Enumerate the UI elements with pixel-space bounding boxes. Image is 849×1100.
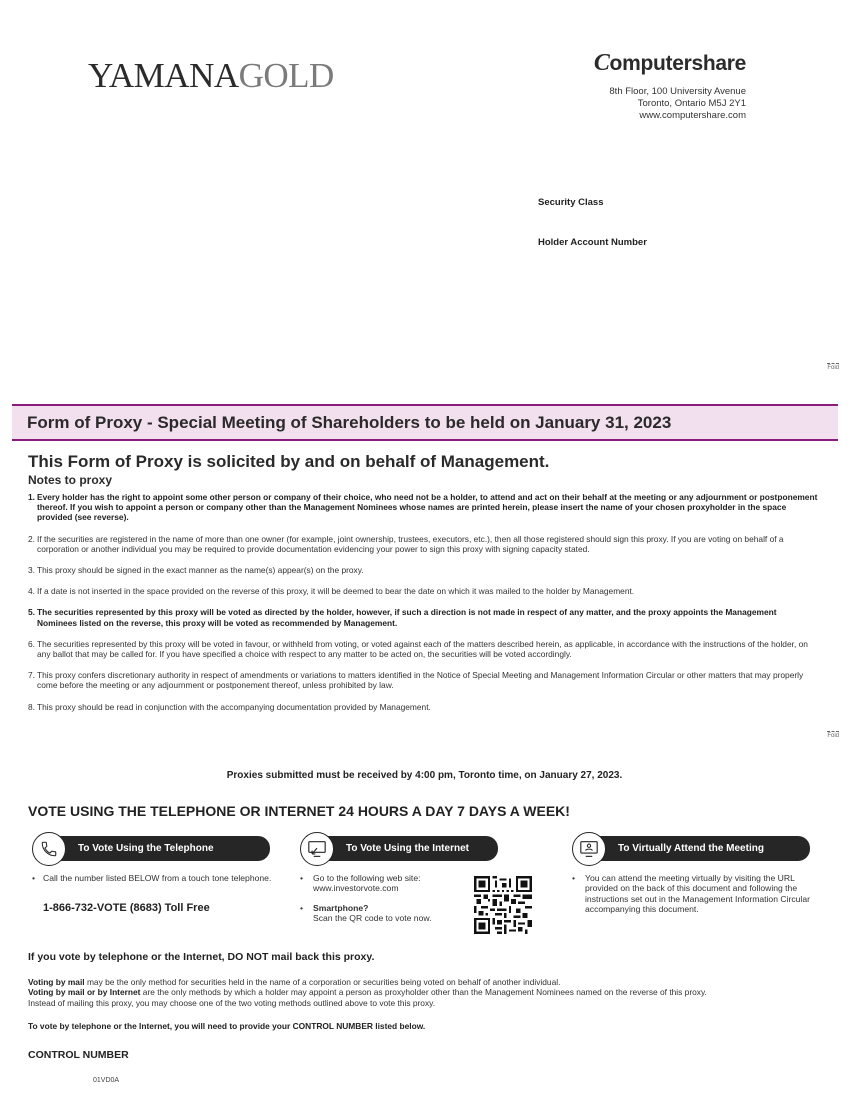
mail-line-1 (28, 977, 828, 987)
internet-instructions (300, 873, 483, 894)
no-mail-warning: If you vote by telephone or the Internet, DO NOT mail back this proxy. (28, 951, 375, 963)
telephone-instructions (32, 873, 273, 883)
note-item (28, 670, 818, 690)
phone-icon (32, 832, 66, 866)
title-rule-bottom (12, 439, 838, 441)
note-number: 7. (28, 670, 35, 681)
virtual-pill-title: To Virtually Attend the Meeting (618, 843, 764, 854)
note-number: 5. (28, 607, 35, 618)
telephone-pill (48, 836, 270, 861)
control-number-label: CONTROL NUMBER (28, 1049, 129, 1061)
virtual-meeting-icon (572, 832, 606, 866)
note-number: 4. (28, 586, 35, 597)
form-title-bar (12, 406, 838, 439)
note-number: 2. (28, 533, 35, 544)
notes-heading: Notes to proxy (28, 473, 113, 487)
address-website: www.computershare.com (639, 110, 746, 121)
note-text: This proxy should be read in conjunction with the accompanying documentation provided by Management. (37, 701, 431, 712)
address-line-2: Toronto, Ontario M5J 2Y1 (637, 98, 746, 109)
logo-part-gold: GOLD (238, 56, 334, 95)
note-item (28, 702, 818, 712)
form-code: 01VD0A (93, 1077, 120, 1084)
internet-pill-title: To Vote Using the Internet (346, 843, 469, 854)
note-item (28, 586, 818, 596)
security-class-label: Security Class (538, 197, 604, 208)
virtual-pill (588, 836, 810, 861)
note-number: 8. (28, 701, 35, 712)
control-instruction: To vote by telephone or the Internet, you will need to provide your CONTROL NUMBER listed below. (28, 1021, 426, 1031)
bullet-dot: • (572, 873, 576, 883)
notes-list (28, 492, 818, 712)
virtual-bullet: You can attend the meeting virtually by visiting the URL provided on the back of this document and following the instructions set out in the Management Information Circular accompanying this document. (585, 873, 810, 915)
note-item (28, 565, 818, 575)
bullet-dot: • (300, 903, 304, 913)
internet-smartphone (300, 903, 483, 924)
virtual-instructions (572, 873, 815, 915)
computershare-logo-text: omputershare (609, 52, 746, 75)
note-text: The securities represented by this proxy will be voted as directed by the holder, however, if such a direction is not made in respect of any matter, and the proxy appoints the Management Nominees listed on the reverse, this proxy will be voted as recommended by Management. (37, 607, 777, 628)
telephone-bullet: Call the number listed BELOW from a touch tone telephone. (43, 873, 272, 883)
note-item (28, 639, 818, 659)
deadline-notice: Proxies submitted must be received by 4:00 pm, Toronto time, on January 27, 2023. (226, 770, 623, 781)
vote-heading: VOTE USING THE TELEPHONE OR INTERNET 24 HOURS A DAY 7 DAYS A WEEK! (28, 803, 570, 819)
note-text: If a date is not inserted in the space provided on the reverse of this proxy, it will be deemed to bear the date on which it was mailed to the holder by Management. (37, 586, 635, 597)
note-item (28, 534, 818, 554)
mail-line-2-bold: Voting by mail or by Internet (28, 987, 141, 998)
note-text: The securities represented by this proxy will be voted in favour, or withheld from voting, or voted against each of the matters described herein, as applicable, in accordance with the instructions of the holder, on any ballot that may be called for. If you have specified a choice with respect to any matter to be acted on, the securities will be voted accordingly. (37, 638, 808, 660)
note-item (28, 607, 818, 627)
address-line-1: 8th Floor, 100 University Avenue (609, 86, 746, 97)
smartphone-text: Scan the QR code to vote now. (313, 913, 432, 924)
internet-bullet-1: Go to the following web site: www.investorvote.com (313, 873, 421, 894)
note-text: Every holder has the right to appoint some other person or company of their choice, who need not be a holder, to attend and act on their behalf at the meeting or any adjournment or postponement thereof. If you wish to appoint a person or company other than the Management Nominees whose names are printed herein, please insert the name of your chosen proxyholder in the space provided (see reverse). (37, 492, 818, 523)
fold-mark-top: Fold (827, 365, 839, 371)
computershare-address (609, 86, 746, 122)
computershare-logo-c: C (593, 50, 610, 76)
smartphone-title: Smartphone? (313, 903, 369, 913)
note-number: 6. (28, 638, 35, 649)
form-title: Form of Proxy - Special Meeting of Shareholders to be held on January 31, 2023 (27, 413, 672, 432)
computer-cursor-icon (300, 832, 334, 866)
note-item (28, 492, 818, 523)
holder-account-label: Holder Account Number (538, 237, 647, 248)
bullet-dot: • (32, 873, 36, 883)
note-number: 1. (28, 492, 35, 502)
fold-mark-middle: Fold (827, 733, 839, 739)
bullet-dot: • (300, 873, 304, 883)
computershare-logo (594, 50, 746, 77)
telephone-pill-title: To Vote Using the Telephone (78, 843, 214, 854)
internet-pill (316, 836, 498, 861)
mail-line-1-bold: Voting by mail (28, 977, 85, 987)
mail-paragraph (28, 977, 828, 1008)
note-text: This proxy confers discretionary authority in respect of amendments or variations to matters identified in the Notice of Special Meeting and Management Information Circular or other matters that may properly come before the meeting or any adjournment or postponement thereof, unless prohibited by law. (37, 670, 804, 691)
logo-part-yamana: YAMANA (88, 56, 239, 95)
note-text: This proxy should be signed in the exact manner as the name(s) appear(s) on the proxy. (37, 565, 364, 576)
mail-line-1-text: may be the only method for securities held in the name of a corporation or securities being voted on behalf of another individual. (84, 977, 561, 987)
mail-line-2 (28, 987, 828, 997)
solicitation-heading: This Form of Proxy is solicited by and on behalf of Management. (28, 452, 550, 471)
yamana-gold-logo (88, 58, 334, 93)
note-number: 3. (28, 565, 35, 576)
note-text: If the securities are registered in the name of more than one owner (for example, joint ownership, trustees, executors, etc.), then all those registered should sign this proxy. If you are voting on behalf of a corporation or another individual you may be required to provide documentation evidencing your power to sign this proxy with signing capacity stated. (37, 533, 784, 554)
mail-line-2-text: are the only methods by which a holder may appoint a person as proxyholder other than the Management Nominees named on the reverse of this proxy. (140, 987, 707, 998)
qr-code (474, 876, 532, 934)
mail-line-3: Instead of mailing this proxy, you may choose one of the two voting methods outlined above to vote this proxy. (28, 997, 436, 1008)
telephone-number: 1-866-732-VOTE (8683) Toll Free (43, 902, 210, 914)
